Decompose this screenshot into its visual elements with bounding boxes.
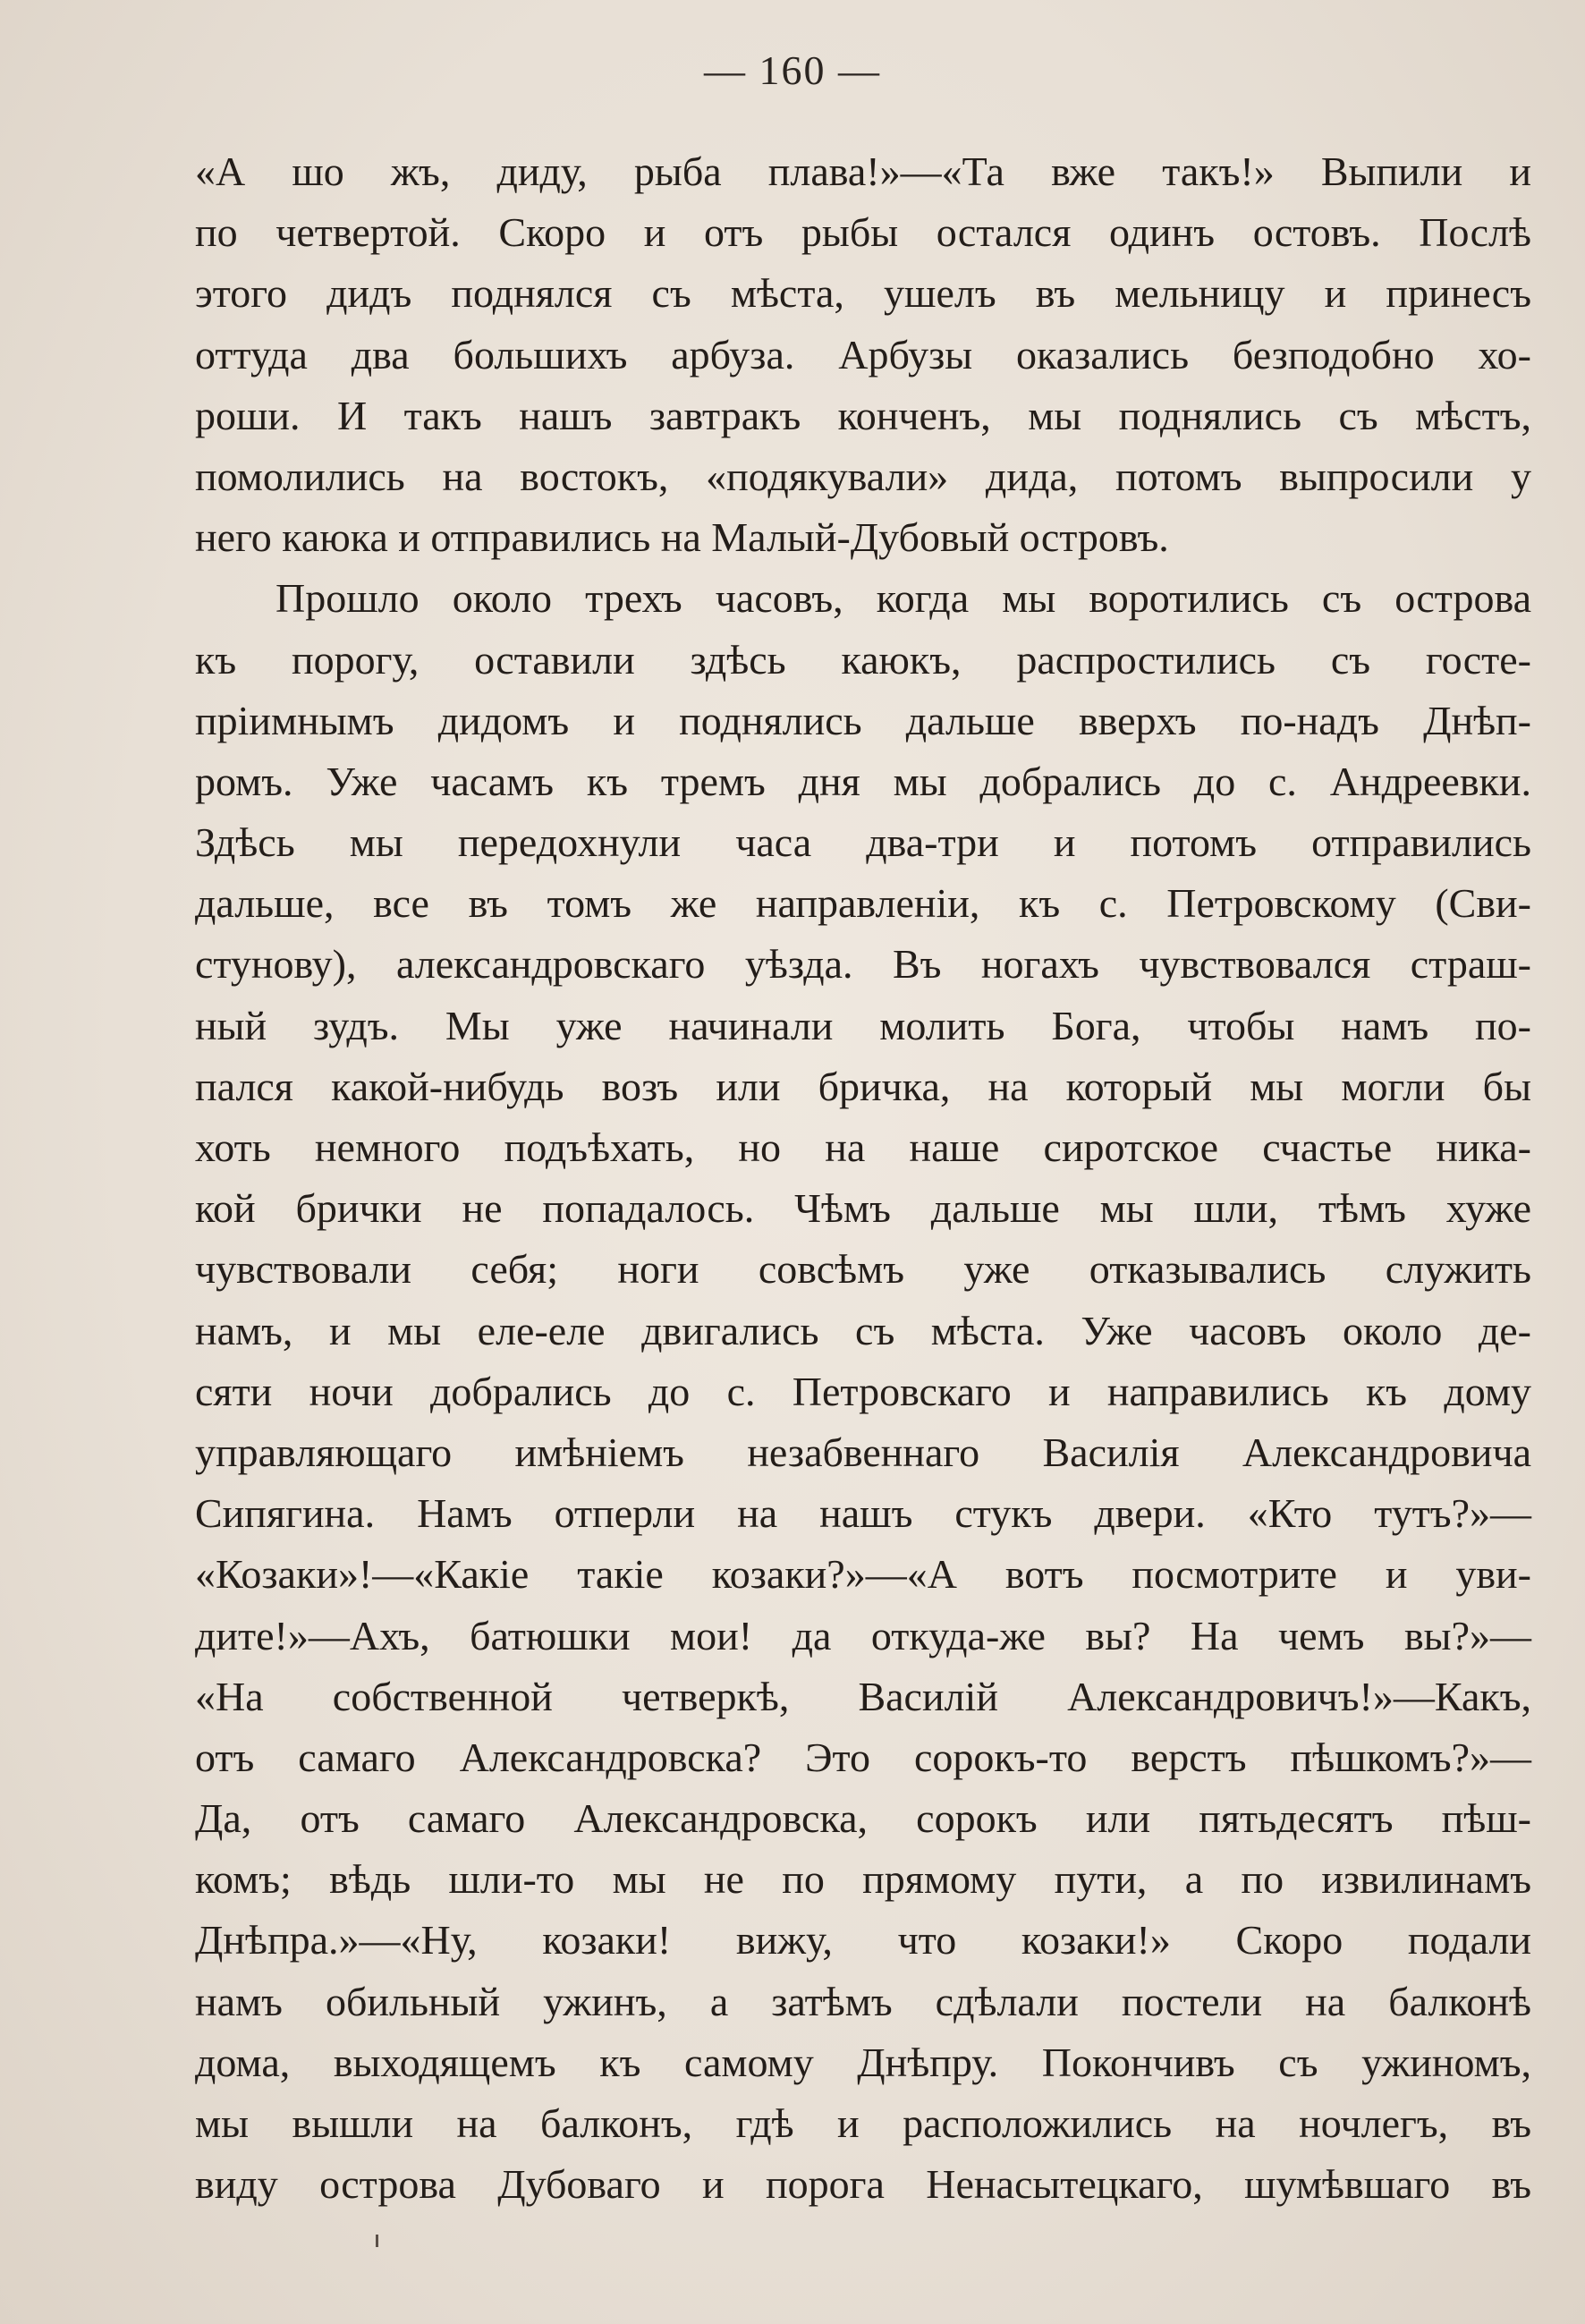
text-line: «На собственной четверкѣ, Василій Александровичъ!»—Какъ, xyxy=(195,1673,1531,1719)
text-line: роши. И такъ нашъ завтракъ конченъ, мы поднялись съ мѣстъ, xyxy=(195,392,1531,438)
text-line: «Козаки»!—«Какіе такіе козаки?»—«А вотъ посмотрите и уви- xyxy=(195,1551,1531,1598)
text-line: къ порогу, оставили здѣсь каюкъ, распростились съ госте- xyxy=(195,636,1531,683)
text-line: виду острова Дубоваго и порога Ненасытецкаго, шумѣвшаго въ xyxy=(195,2161,1531,2208)
text-line: чувствовали себя; ноги совсѣмъ уже отказывались служить xyxy=(195,1246,1531,1293)
text-line: ромъ. Уже часамъ къ тремъ дня мы добрались до с. Андреевки. xyxy=(195,758,1531,804)
text-line: помолились на востокъ, «подякували» дида, потомъ выпросили у xyxy=(195,453,1531,499)
text-line: Днѣпра.»—«Ну, козаки! вижу, что козаки!» Скоро подали xyxy=(195,1917,1531,1964)
text-line: пріимнымъ дидомъ и поднялись дальше вверхъ по-надъ Днѣп- xyxy=(195,697,1531,743)
text-line: дальше, все въ томъ же направленіи, къ с. Петровскому (Сви- xyxy=(195,880,1531,927)
text-line: него каюка и отправились на Малый-Дубовый островъ. xyxy=(195,514,1169,561)
text-line: стунову), александровскаго уѣзда. Въ ногахъ чувствовался страш- xyxy=(195,941,1531,988)
paragraph-first-line: Прошло около трехъ часовъ, когда мы воротились съ острова xyxy=(275,575,1531,622)
text-line: отъ самаго Александровска? Это сорокъ-то верстъ пѣшкомъ?»— xyxy=(195,1734,1531,1780)
text-line: дома, выходящемъ къ самому Днѣпру. Покончивъ съ ужиномъ, xyxy=(195,2039,1531,2085)
text-line: пался какой-нибудь возъ или бричка, на который мы могли бы xyxy=(195,1063,1531,1109)
text-line: сяти ночи добрались до с. Петровскаго и направились къ дому xyxy=(195,1368,1531,1414)
text-line: Сипягина. Намъ отперли на нашъ стукъ двери. «Кто тутъ?»— xyxy=(195,1490,1531,1537)
text-line: Здѣсь мы передохнули часа два-три и потомъ отправились xyxy=(195,819,1531,866)
text-line: ный зудъ. Мы уже начинали молить Бога, чтобы намъ по- xyxy=(195,1002,1531,1048)
text-line: мы вышли на балконъ, гдѣ и расположились на ночлегъ, въ xyxy=(195,2100,1531,2146)
page-number: — 160 — xyxy=(704,47,881,93)
text-line: этого дидъ поднялся съ мѣста, ушелъ въ мельницу и принесъ xyxy=(195,270,1531,317)
text-line: кой брички не попадалось. Чѣмъ дальше мы шли, тѣмъ хуже xyxy=(195,1185,1531,1232)
text-line: намъ обильный ужинъ, а затѣмъ сдѣлали постели на балконѣ xyxy=(195,1978,1531,2024)
text-line: намъ, и мы еле-еле двигались съ мѣста. Уже часовъ около де- xyxy=(195,1307,1531,1353)
text-line: «А шо жъ, диду, рыба плава!»—«Та вже такъ!» Выпили и xyxy=(195,148,1531,194)
text-line: оттуда два большихъ арбуза. Арбузы оказались безподобно хо- xyxy=(195,331,1531,377)
text-line: хоть немного подъѣхать, но на наше сиротское счастье ника- xyxy=(195,1124,1531,1170)
print-speck xyxy=(376,2235,378,2247)
body-text xyxy=(195,141,1531,2215)
text-line: Да, отъ самаго Александровска, сорокъ или пятьдесятъ пѣш- xyxy=(195,1795,1531,1842)
text-line: управляющаго имѣніемъ незабвеннаго Василія Александровича xyxy=(195,1429,1531,1475)
text-line: дите!»—Ахъ, батюшки мои! да откуда-же вы? На чемъ вы?»— xyxy=(195,1612,1531,1658)
text-line: по четвертой. Скоро и отъ рыбы остался одинъ остовъ. Послѣ xyxy=(195,209,1531,256)
text-line: комъ; вѣдь шли-то мы не по прямому пути, а по извилинамъ xyxy=(195,1856,1531,1903)
